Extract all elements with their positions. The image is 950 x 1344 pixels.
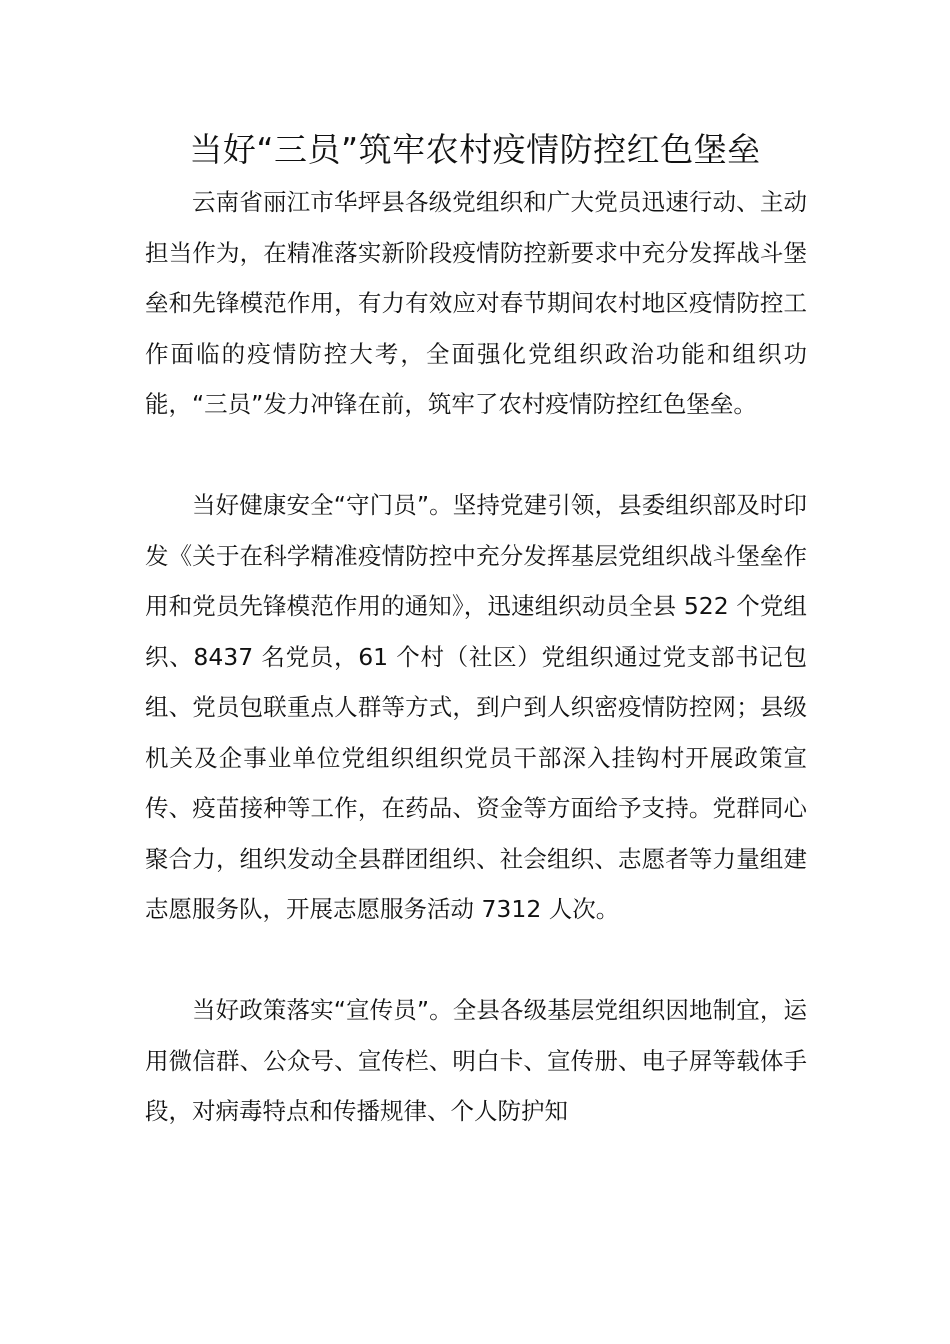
document-title: 当好“三员”筑牢农村疫情防控红色堡垒: [189, 130, 761, 169]
document-body: [145, 177, 807, 1137]
paragraph-publicist: 当好政策落实“宣传员”。全县各级基层党组织因地制宜，运用微信群、公众号、宣传栏、明白卡、宣传册、电子屏等载体手段，对病毒特点和传播规律、个人防护知: [145, 996, 807, 1125]
paragraph-gatekeeper: 当好健康安全“守门员”。坚持党建引领，县委组织部及时印发《关于在科学精准疫情防控中充分发挥基层党组织战斗堡垒作用和党员先锋模范作用的通知》，迅速组织动员全县 522 个党组织、8437 名党员，61 个村（社区）党组织通过党支部书记包组、党员包联重点人群等方式，到户到人织密疫情防控网；县级机关及企事业单位党组织组织党员干部深入挂钩村开展政策宣传、疫苗接种等工作，在药品、资金等方面给予支持。党群同心聚合力，组织发动全县群团组织、社会组织、志愿者等力量组建志愿服务队，开展志愿服务活动 7312 人次。: [145, 491, 807, 923]
paragraph-intro: 云南省丽江市华坪县各级党组织和广大党员迅速行动、主动担当作为，在精准落实新阶段疫情防控新要求中充分发挥战斗堡垒和先锋模范作用，有力有效应对春节期间农村地区疫情防控工作面临的疫情防控大考，全面强化党组织政治功能和组织功能，“三员”发力冲锋在前，筑牢了农村疫情防控红色堡垒。: [145, 188, 807, 418]
